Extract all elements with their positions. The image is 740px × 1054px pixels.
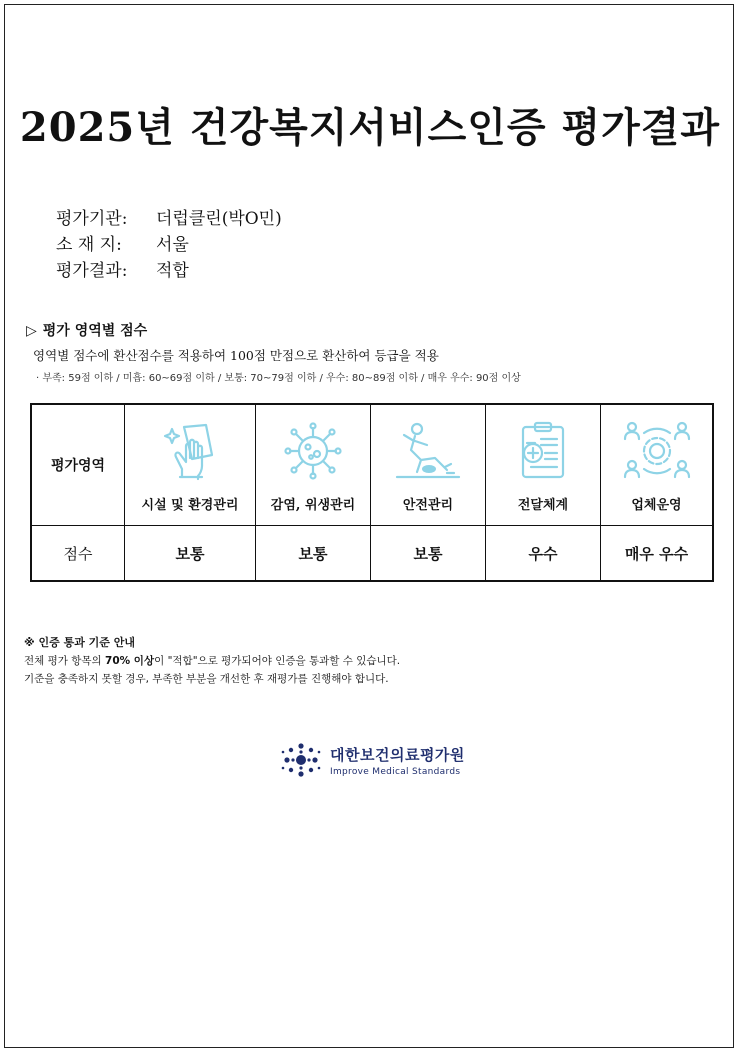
result-value: 적합 xyxy=(156,261,189,281)
section-heading xyxy=(26,320,147,340)
triangle-icon: ▷ xyxy=(26,323,37,339)
score-safety: 보통 xyxy=(371,526,486,582)
org-value: 더럽클린(박O민) xyxy=(156,209,282,229)
score-operation: 매우 우수 xyxy=(601,526,714,582)
logo-emblem-icon xyxy=(280,740,322,780)
notice-heading: ※ 인증 통과 기준 안내 xyxy=(24,636,136,649)
info-block xyxy=(56,206,282,284)
location-label: 소 재 지: xyxy=(56,235,122,255)
area-cell-infection xyxy=(256,404,371,526)
area-label-safety: 안전관리 xyxy=(402,498,454,513)
area-cell-safety xyxy=(371,404,486,526)
section-description: 영역별 점수에 환산점수를 적용하여 100점 만점으로 환산하여 등급을 적용 xyxy=(33,348,439,363)
score-delivery: 우수 xyxy=(486,526,601,582)
certification-notice xyxy=(24,634,400,688)
evaluation-table xyxy=(30,403,714,582)
area-label-infection: 감염, 위생관리 xyxy=(270,498,356,513)
notice-line-1-pre: 전체 평가 항목의 xyxy=(24,655,106,667)
table-score-row xyxy=(31,526,713,582)
info-row-org xyxy=(56,206,282,232)
grade-criteria: · 부족: 59점 이하 / 미흡: 60~69점 이하 / 보통: 70~79점 이하 / 우수: 80~89점 이하 / 매우 우수: 90점 이상 xyxy=(36,373,521,384)
area-header-cell: 평가영역 xyxy=(31,404,125,526)
notice-line-2: 기준을 충족하지 못할 경우, 부족한 부분을 개선한 후 재평가를 진행해야 합니다. xyxy=(24,673,389,685)
logo-text xyxy=(330,744,465,777)
info-row-result xyxy=(56,258,282,284)
notice-threshold: 70% 이상 xyxy=(105,655,155,667)
score-facility: 보통 xyxy=(125,526,256,582)
virus-icon xyxy=(281,419,345,483)
area-label-operation: 업체운영 xyxy=(631,498,682,513)
result-label: 평가결과: xyxy=(56,261,128,281)
area-label-facility: 시설 및 환경관리 xyxy=(141,498,239,513)
slip-fall-icon xyxy=(393,419,463,483)
location-value: 서울 xyxy=(156,235,189,255)
table-header-row xyxy=(31,404,713,526)
org-label: 평가기관: xyxy=(56,209,128,229)
page-title: 2025년 건강복지서비스인증 평가결과 xyxy=(19,104,721,151)
score-header-cell: 점수 xyxy=(31,526,125,582)
notice-line-1-post: 이 "적합"으로 평가되어야 인증을 통과할 수 있습니다. xyxy=(154,655,401,667)
notice-line-1 xyxy=(24,652,400,670)
info-row-location xyxy=(56,232,282,258)
area-cell-operation xyxy=(601,404,714,526)
score-infection: 보통 xyxy=(256,526,371,582)
logo-english-slogan: Improve Medical Standards xyxy=(330,766,461,777)
area-label-delivery: 전달체계 xyxy=(517,498,569,513)
area-cell-facility xyxy=(125,404,256,526)
logo-korean-name: 대한보건의료평가원 xyxy=(330,745,465,764)
area-cell-delivery xyxy=(486,404,601,526)
medical-clipboard-icon xyxy=(511,419,575,483)
team-gear-icon xyxy=(622,419,692,483)
section-heading-text: 평가 영역별 점수 xyxy=(42,323,148,339)
cleaning-glove-icon xyxy=(158,419,222,483)
organization-logo xyxy=(280,740,465,780)
